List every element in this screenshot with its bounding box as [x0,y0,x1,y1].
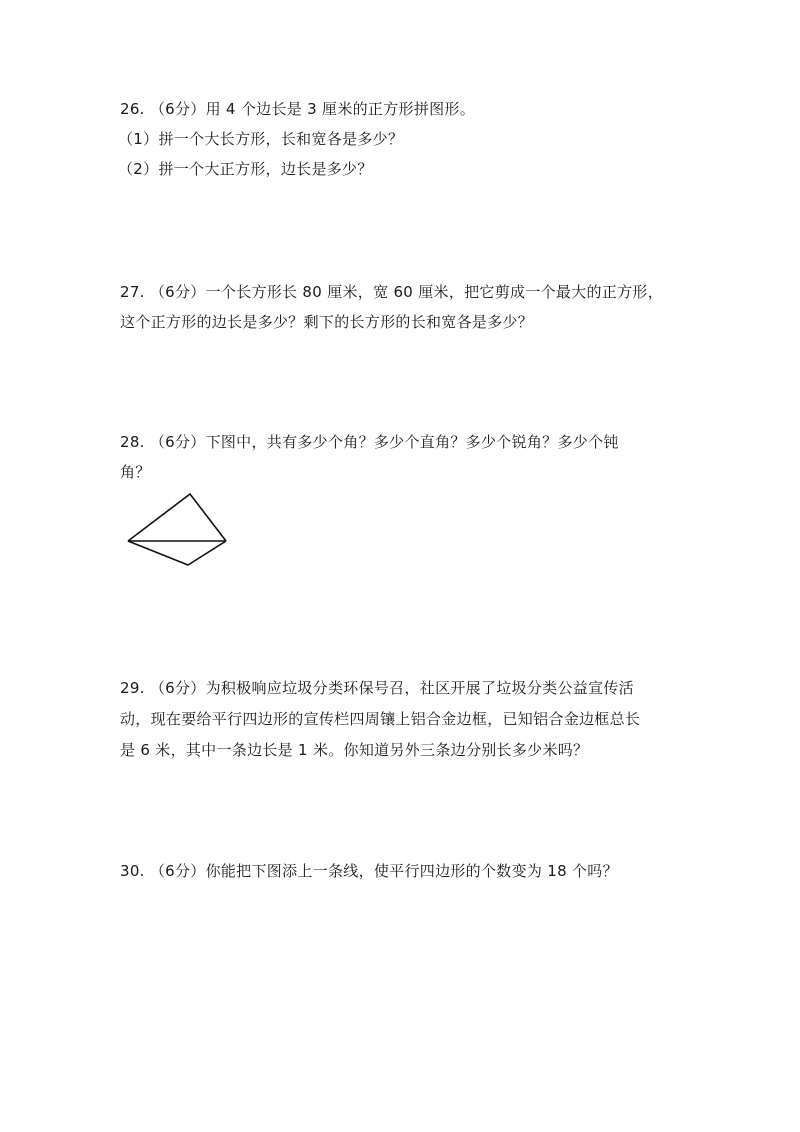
figure-lower-edges [128,541,226,565]
question-29-stem: 29. （6分）为积极响应垃圾分类环保号召，社区开展了垃圾分类公益宣传活 [120,679,634,697]
angle-figure [122,490,232,570]
question-26-stem: 26. （6分）用 4 个边长是 3 厘米的正方形拼图形。 [120,100,476,118]
question-29-stem-line-3: 是 6 米，其中一条边长是 1 米。你知道另外三条边分别长多少米吗？ [120,741,589,759]
question-30-stem: 30. （6分）你能把下图添上一条线，使平行四边形的个数变为 18 个吗？ [120,862,618,880]
question-28-stem-continued: 角？ [120,463,151,481]
question-27-stem-continued: 这个正方形的边长是多少？剩下的长方形的长和宽各是多少？ [120,313,534,331]
question-28-stem: 28. （6分）下图中，共有多少个角？多少个直角？多少个锐角？多少个钝 [120,433,619,451]
question-27-stem: 27. （6分）一个长方形长 80 厘米，宽 60 厘米，把它剪成一个最大的正方形， [120,283,664,301]
question-29-stem-line-2: 动，现在要给平行四边形的宣传栏四周镶上铝合金边框，已知铝合金边框总长 [120,710,641,728]
figure-upper-edges [128,494,226,541]
question-26-part-1: （1）拼一个大长方形，长和宽各是多少？ [118,130,404,148]
question-26-part-2: （2）拼一个大正方形，边长是多少？ [118,160,373,178]
